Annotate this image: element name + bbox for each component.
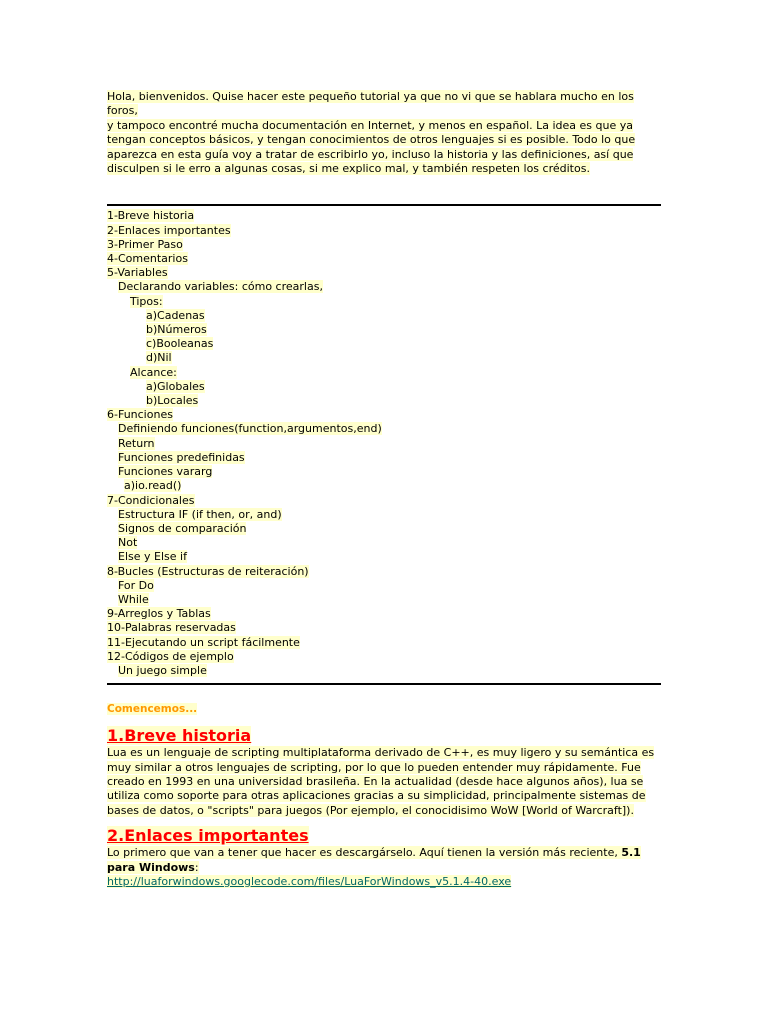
toc-item-text: Alcance: xyxy=(130,365,177,379)
section-body-text: Lo primero que van a tener que hacer es descargárselo. Aquí tienen la versión más reciente, xyxy=(107,846,622,860)
toc-item xyxy=(107,479,661,493)
toc-item-text: Funciones vararg xyxy=(118,465,213,479)
toc-item-text: 9-Arreglos y Tablas xyxy=(107,607,211,621)
section-title-links xyxy=(107,826,661,846)
toc-item xyxy=(107,266,661,280)
toc-item xyxy=(107,351,661,365)
toc-item-text: d)Nil xyxy=(146,351,172,365)
toc-item xyxy=(107,280,661,294)
toc-item-text: 11-Ejecutando un script fácilmente xyxy=(107,635,300,649)
toc-item-text: 12-Códigos de ejemplo xyxy=(107,649,234,663)
toc-item xyxy=(107,380,661,394)
toc-item-text: For Do xyxy=(118,578,154,592)
toc-item xyxy=(107,579,661,593)
section-body-links xyxy=(107,846,661,889)
intro-line: Hola, bienvenidos. Quise hacer este pequeño tutorial ya que no vi que se hablara mucho en los foros, xyxy=(107,90,634,118)
toc-item-text: Un juego simple xyxy=(118,663,207,677)
toc-item xyxy=(107,408,661,422)
toc-item xyxy=(107,437,661,451)
toc-item xyxy=(107,621,661,635)
section-title-text: 1.Breve historia xyxy=(107,726,252,746)
toc-item-text: Tipos: xyxy=(130,294,163,308)
toc-item xyxy=(107,565,661,579)
version-highlight: 5.1 para Windows xyxy=(107,846,641,874)
divider xyxy=(107,683,661,685)
toc-item-text: Not xyxy=(118,536,138,550)
toc-item xyxy=(107,607,661,621)
toc-item-text: 3-Primer Paso xyxy=(107,237,183,251)
toc-item-text: c)Booleanas xyxy=(146,337,214,351)
toc-item xyxy=(107,664,661,678)
section-title-history xyxy=(107,726,661,746)
toc-item-text: a)Cadenas xyxy=(146,308,205,322)
toc-item xyxy=(107,494,661,508)
toc-item-text: 10-Palabras reservadas xyxy=(107,621,236,635)
toc-item-text: Estructura IF (if then, or, and) xyxy=(118,507,282,521)
download-link[interactable]: http://luaforwindows.googlecode.com/files/LuaForWindows_v5.1.4-40.exe xyxy=(107,874,512,888)
toc-item xyxy=(107,252,661,266)
toc-item-text: Return xyxy=(118,436,155,450)
table-of-contents xyxy=(107,209,661,678)
toc-item xyxy=(107,309,661,323)
toc-item-text: a)io.read() xyxy=(124,479,182,493)
toc-item xyxy=(107,295,661,309)
toc-item xyxy=(107,238,661,252)
toc-item xyxy=(107,323,661,337)
toc-item-text: 7-Condicionales xyxy=(107,493,195,507)
toc-item xyxy=(107,451,661,465)
toc-item-text: a)Globales xyxy=(146,379,205,393)
toc-item-text: Declarando variables: cómo crearlas, xyxy=(118,280,323,294)
intro-paragraph xyxy=(107,90,661,176)
toc-item-text: 2-Enlaces importantes xyxy=(107,223,231,237)
toc-item xyxy=(107,636,661,650)
toc-item xyxy=(107,394,661,408)
toc-item xyxy=(107,337,661,351)
intro-line: y tampoco encontré mucha documentación en Internet, y menos en español. La idea es que ya tengan conceptos básicos, y tengan conocimientos de otros lenguajes si es posible. Todo lo que aparezca en esta guía voy a tratar de escribirlo yo, incluso la historia y las definiciones, así que disculpen si le erro a algunas cosas, si me explico mal, y también respeten los créditos. xyxy=(107,118,636,176)
section-title-text: 2.Enlaces importantes xyxy=(107,826,309,846)
section-body-text: : xyxy=(194,860,199,874)
toc-item-text: Definiendo funciones(function,argumentos,end) xyxy=(118,422,382,436)
section-body-text: Lua es un lenguaje de scripting multiplataforma derivado de C++, es muy ligero y su semántica es muy similar a otros lenguajes de scripting, por lo que lo pueden entender muy rápidamente. Fue creado en 1993 en una universidad brasileña. En la actualidad (desde hace algunos años), lua se utiliza como soporte para otras aplicaciones gracias a su simplicidad, principalmente sistemas de bases de datos, o "scripts" para juegos (Por ejemplo, el conocidisimo WoW [World of Warcraft]). xyxy=(107,746,655,817)
toc-item-text: Signos de comparación xyxy=(118,521,247,535)
section-body-history xyxy=(107,746,661,818)
toc-item-text: 4-Comentarios xyxy=(107,252,188,266)
toc-item xyxy=(107,550,661,564)
lets-start-heading xyxy=(107,703,661,715)
toc-item xyxy=(107,536,661,550)
toc-item-text: While xyxy=(118,592,149,606)
toc-item xyxy=(107,508,661,522)
toc-item xyxy=(107,650,661,664)
toc-item xyxy=(107,465,661,479)
toc-item xyxy=(107,522,661,536)
toc-item xyxy=(107,422,661,436)
document-page xyxy=(107,90,661,889)
toc-item-text: 6-Funciones xyxy=(107,408,173,422)
toc-item-text: 1-Breve historia xyxy=(107,209,195,223)
toc-item-text: Funciones predefinidas xyxy=(118,450,245,464)
divider xyxy=(107,204,661,206)
lets-start-text: Comencemos... xyxy=(107,703,198,716)
toc-item xyxy=(107,593,661,607)
toc-item xyxy=(107,366,661,380)
toc-item xyxy=(107,209,661,223)
toc-item xyxy=(107,224,661,238)
toc-item-text: 8-Bucles (Estructuras de reiteración) xyxy=(107,564,309,578)
toc-item-text: b)Locales xyxy=(146,394,199,408)
toc-item-text: 5-Variables xyxy=(107,266,168,280)
toc-item-text: b)Números xyxy=(146,323,207,337)
toc-item-text: Else y Else if xyxy=(118,550,187,564)
